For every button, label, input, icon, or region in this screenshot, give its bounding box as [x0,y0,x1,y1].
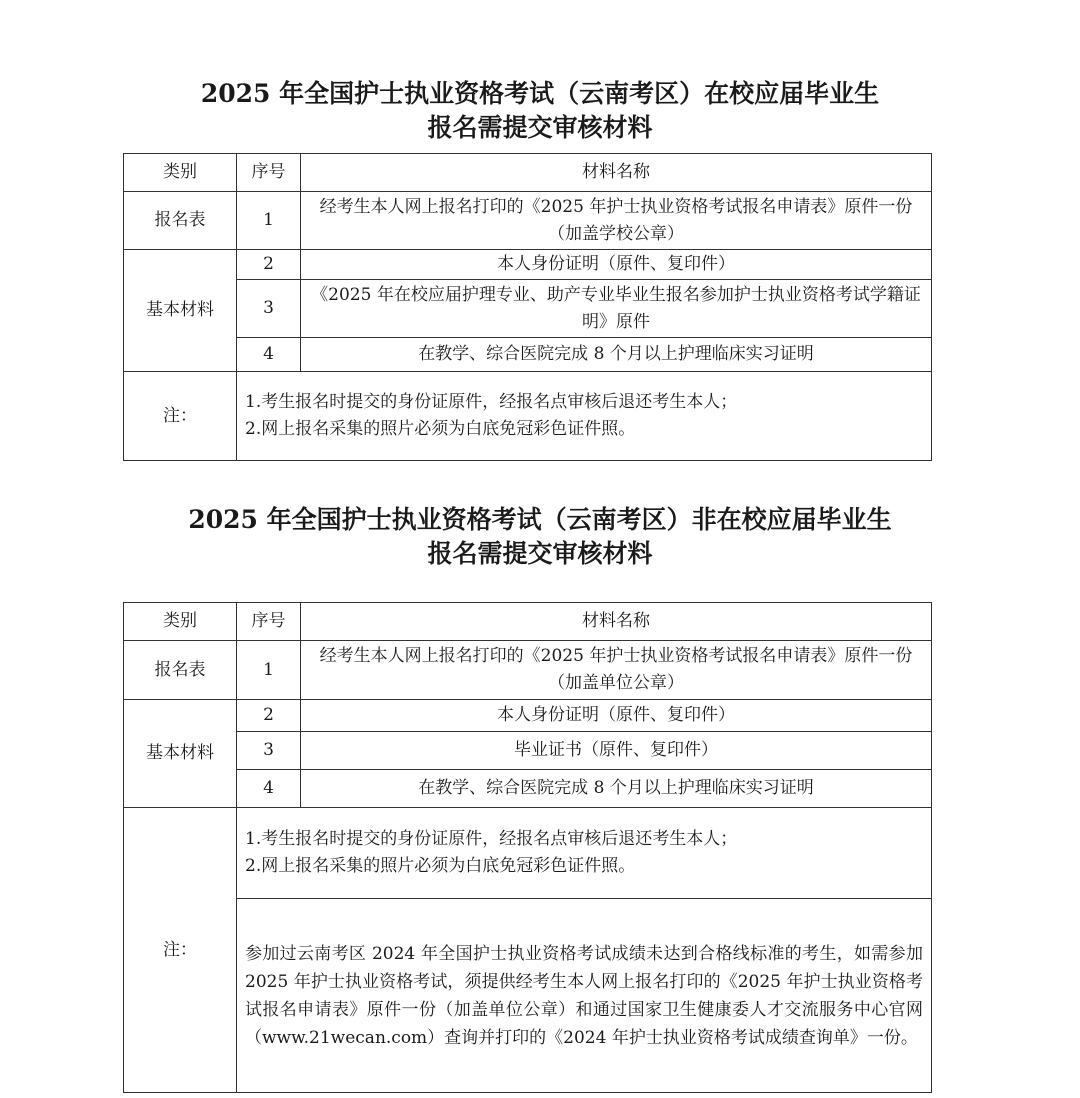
category-form: 报名表 [124,641,237,700]
section2-title-line1: 2025 年全国护士执业资格考试（云南考区）非在校应届毕业生 [188,505,892,534]
table-row [124,770,932,808]
material-name: 毕业证书（原件、复印件） [301,732,932,770]
row-number: 4 [237,770,301,808]
note-row [124,372,932,461]
row-number: 1 [237,192,301,250]
note-content [237,372,932,461]
header-category: 类别 [124,603,237,641]
row-number: 2 [237,700,301,732]
material-name: 经考生本人网上报名打印的《2025 年护士执业资格考试报名申请表》原件一份（加盖单位公章） [301,641,932,700]
material-name: 在教学、综合医院完成 8 个月以上护理临床实习证明 [301,338,932,372]
table-row [124,250,932,280]
header-material: 材料名称 [301,154,932,192]
note-item: 2.网上报名采集的照片必须为白底免冠彩色证件照。 [245,419,636,439]
note-row [124,899,932,1093]
note-item: 1.考生报名时提交的身份证原件，经报名点审核后退还考生本人； [245,392,738,412]
header-number: 序号 [237,154,301,192]
note-item: 1.考生报名时提交的身份证原件，经报名点审核后退还考生本人； [245,829,738,849]
note-paragraph: 参加过云南考区 2024 年全国护士执业资格考试成绩未达到合格线标准的考生，如需参加 2025 年护士执业资格考试，须提供经考生本人网上报名打印的《2025 年护士执业资格考试报名申请表》原件一份（加盖单位公章）和通过国家卫生健康委人才交流服务中心官网（www.21wecan.com）查询并打印的《2024 年护士执业资格考试成绩查询单》一份。 [237,899,932,1093]
table-header-row [124,603,932,641]
row-number: 3 [237,280,301,338]
section1-title-line1: 2025 年全国护士执业资格考试（云南考区）在校应届毕业生 [200,79,880,108]
section2-materials-table [123,602,932,1093]
section1-title [0,77,1080,145]
material-name: 本人身份证明（原件、复印件） [301,250,932,280]
material-name: 本人身份证明（原件、复印件） [301,700,932,732]
category-basic: 基本材料 [124,700,237,808]
note-label: 注： [124,372,237,461]
material-name: 《2025 年在校应届护理专业、助产专业毕业生报名参加护士执业资格考试学籍证明》原件 [301,280,932,338]
material-name: 在教学、综合医院完成 8 个月以上护理临床实习证明 [301,770,932,808]
header-category: 类别 [124,154,237,192]
table-row [124,192,932,250]
section2-title-line2: 报名需提交审核材料 [427,539,653,568]
note-label: 注： [124,808,237,1093]
row-number: 2 [237,250,301,280]
table-row [124,338,932,372]
table-row [124,641,932,700]
table-row [124,700,932,732]
section1-materials-table [123,153,932,461]
table-row [124,732,932,770]
note-row [124,808,932,899]
note-content [237,808,932,899]
category-form: 报名表 [124,192,237,250]
row-number: 4 [237,338,301,372]
material-name: 经考生本人网上报名打印的《2025 年护士执业资格考试报名申请表》原件一份（加盖学校公章） [301,192,932,250]
header-material: 材料名称 [301,603,932,641]
table-header-row [124,154,932,192]
header-number: 序号 [237,603,301,641]
row-number: 1 [237,641,301,700]
row-number: 3 [237,732,301,770]
category-basic: 基本材料 [124,250,237,372]
section1-title-line2: 报名需提交审核材料 [427,113,653,142]
table-row [124,280,932,338]
section2-title [0,503,1080,571]
note-item: 2.网上报名采集的照片必须为白底免冠彩色证件照。 [245,856,636,876]
